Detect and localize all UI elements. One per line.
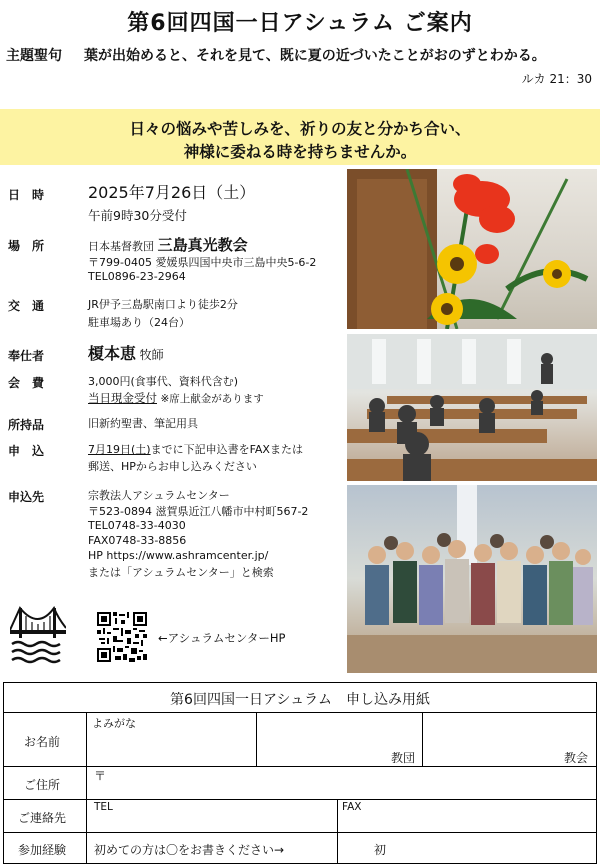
name-input[interactable] <box>88 714 255 765</box>
experience-prompt: 初めての方は〇をお書きください→ <box>94 843 285 857</box>
venue-tel: TEL0896-23-2964 <box>88 270 186 283</box>
name-label: お名前 <box>24 735 61 749</box>
apply-line-1 <box>88 441 303 457</box>
tel-label: TEL <box>94 801 113 813</box>
event-date: 2025年7月26日（土） <box>88 183 256 202</box>
speaker-name: 榎本恵 <box>88 344 137 363</box>
banner-line-1: 日々の悩みや苦しみを、祈りの友と分かち合い、 <box>129 120 471 138</box>
fee-amount: 3,000円(食事代、資料代含む) <box>88 375 239 388</box>
form-divider <box>4 832 596 833</box>
qr-code-icon[interactable] <box>97 612 147 662</box>
items-text: 旧新約聖書、筆記用具 <box>88 417 198 430</box>
group-photo <box>347 485 597 673</box>
venue-address: 〒799-0405 愛媛県四国中央市三島中央5-6-2 <box>88 256 317 269</box>
fee-payment-row <box>88 390 264 406</box>
fee-label: 会 費 <box>8 376 45 390</box>
reception-time: 午前9時30分受付 <box>88 208 187 223</box>
theme-label: 主題聖句 <box>6 48 62 64</box>
form-title: 第6回四国一日アシュラム 申し込み用紙 <box>170 692 430 708</box>
contact-hp[interactable]: HP https://www.ashramcenter.jp/ <box>88 549 269 562</box>
form-column-divider <box>256 712 257 766</box>
address-input[interactable] <box>88 768 593 798</box>
church-interior-icon <box>347 334 597 481</box>
items-label: 所持品 <box>8 418 45 432</box>
access-label: 交 通 <box>8 299 45 313</box>
speaker-row <box>88 341 164 364</box>
contact-row-label: ご連絡先 <box>18 811 67 825</box>
form-column-divider <box>86 712 87 863</box>
church-service-photo <box>347 334 597 481</box>
contact-tel: TEL0748-33-4030 <box>88 519 186 532</box>
venue-name: 三島真光教会 <box>157 236 248 254</box>
church-group-label: 教団 <box>391 751 416 765</box>
theme-verse: 葉が出始めると、それを見て、既に夏の近づいたことがおのずとわかる。 <box>84 48 546 64</box>
flower-arrangement-icon <box>347 169 597 329</box>
contact-org: 宗教法人アシュラムセンター <box>88 489 230 502</box>
venue-denomination: 日本基督教団 <box>88 240 154 253</box>
form-divider <box>4 766 596 767</box>
apply-instruction: までに下記申込書をFAXまたは <box>150 443 303 456</box>
page-title: 第6回四国一日アシュラム ご案内 <box>127 11 473 36</box>
contact-search-hint: または「アシュラムセンター」と検索 <box>88 566 274 579</box>
postal-mark: 〒 <box>94 769 107 783</box>
form-divider <box>4 799 596 800</box>
venue-label: 場 所 <box>8 239 45 253</box>
invitation-banner <box>0 109 600 165</box>
first-time-mark[interactable]: 初 <box>374 843 387 857</box>
date-label: 日 時 <box>8 188 45 202</box>
theme-reference: ルカ 21：30 <box>521 72 592 86</box>
experience-label: 参加経験 <box>18 843 67 857</box>
fax-label: FAX <box>342 801 362 813</box>
application-form <box>3 682 597 864</box>
banner-line-2: 神様に委ねる時を持ちませんか。 <box>183 143 417 161</box>
apply-line-2: 郵送、HPからお申し込みください <box>88 460 257 473</box>
speaker-title: 牧師 <box>139 348 164 362</box>
access-line-2: 駐車場あり（24台） <box>88 316 190 329</box>
contact-label: 申込先 <box>8 490 45 504</box>
flower-photo <box>347 169 597 329</box>
contact-fax: FAX0748-33-8856 <box>88 534 187 547</box>
group-people-icon <box>347 485 597 673</box>
speaker-label: 奉仕者 <box>8 349 45 363</box>
form-column-divider <box>422 712 423 766</box>
fee-payment: 当日現金受付 <box>88 391 157 405</box>
address-label: ご住所 <box>24 778 61 792</box>
church-label: 教会 <box>564 751 589 765</box>
bridge-logo-icon <box>10 604 66 664</box>
contact-address: 〒523-0894 滋賀県近江八幡市中村町567-2 <box>88 505 309 518</box>
venue-name-row <box>88 234 248 255</box>
fee-offering-note: ※席上献金があります <box>160 393 264 405</box>
apply-deadline: 7月19日(土) <box>88 443 151 456</box>
qr-caption: ←アシュラムセンターHP <box>158 631 286 645</box>
form-column-divider <box>337 799 338 863</box>
form-divider <box>4 712 596 713</box>
apply-label: 申 込 <box>8 444 45 458</box>
furigana-label: よみがな <box>92 717 136 730</box>
access-line-1: JR伊予三島駅南口より徒歩2分 <box>88 298 238 311</box>
